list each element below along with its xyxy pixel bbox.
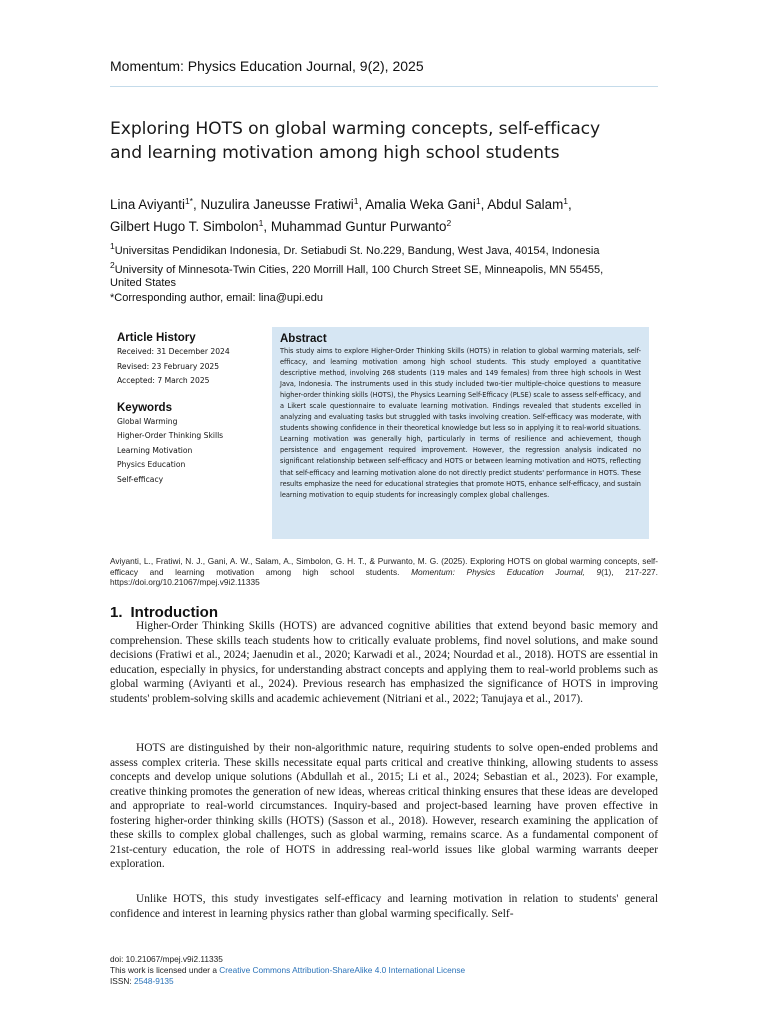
affiliation-1: $^1$Universitas Pendidikan Indonesia, Dr. Setiabudi St. No.229, Bandung, West Java, 40154, Indonesia: [110, 241, 600, 257]
paper-title-line: and learning motivation among high school students: [110, 143, 560, 163]
affiliation-2: $^2$University of Minnesota-Twin Cities, 220 Morrill Hall, 100 Church Street SE, Minneapolis, MN 55455,: [110, 259, 604, 276]
author-line: Lina Aviyanti$^{1*}$, Nuzulira Janeusse Fratiwi$^1$, Amalia Weka Gani$^1$, Abdul Salam$^1$,: [110, 196, 572, 212]
issn-link[interactable]: 2548-9135: [133, 976, 174, 986]
citation: Aviyanti, L., Fratiwi, N. J., Gani, A. W., Salam, A., Simbolon, G. H. T., & Purwanto, M. G. (2025). Exploring HOTS on global warming concepts, self-efficacy and learning motivation among high school students. Momentum: Physics Education Journal, 9(1), 217-227. https://doi.org/10.21067/mpej.v9i2.11335: [110, 556, 658, 587]
abstract-text: This study aims to explore Higher-Order Thinking Skills (HOTS) in relation to global warming materials, self-efficacy, and learning motivation among high school students. This study employed a quantitative descriptive method, involving 268 students (119 males and 149 females) from three high schools in West Java, Indonesia. The instruments used in this study included two-tier multiple-choice questions to measure higher-order thinking skills (HOTS), the Physics Learning Self-Efficacy (PLSE) scale to assess self-efficacy, and a Likert scale questionnaire to evaluate learning motivation. Findings revealed that students excelled in analyzing and evaluating tasks but struggled with tasks involving creation. Self-efficacy was moderate, with students showing confidence in their theoretical knowledge but less so in applying it to real-world situations. Learning motivation was generally high, particularly in terms of resilience and achievement, though persistence and engagement required improvement. However, the regression analysis indicated no significant relationship between self-efficacy and HOTS or between learning motivation and HOTS, reflecting that self-efficacy and learning motivation alone do not directly predict students' performance in HOTS. These results emphasize the need for educational strategies that promote HOTS, enhance self-efficacy, and sustain learning motivation to equip students for increasingly complex global challenges.: [280, 347, 641, 499]
author-name: Muhammad Guntur Purwanto: [270, 219, 447, 234]
page-footer: [110, 954, 465, 987]
paper-title: [110, 117, 658, 165]
author-list: [110, 192, 670, 236]
header-divider: [110, 86, 658, 87]
keyword-item: Self-efficacy: [117, 474, 164, 484]
author-name: Gilbert Hugo T. Simbolon: [110, 219, 259, 234]
revised-date: Revised: 23 February 2025: [117, 361, 220, 371]
affiliations: [110, 240, 658, 305]
author-affiliation-marker: 1: [563, 196, 568, 206]
received-date: Received: 31 December 2024: [117, 347, 230, 356]
keyword-item: Higher-Order Thinking Skills: [117, 431, 224, 440]
keyword-item: Learning Motivation: [117, 445, 193, 455]
body-paragraph: Unlike HOTS, this study investigates self-efficacy and learning motivation in relation to students' general confidence and interest in learning physics rather than global warming specifically. Self-: [110, 893, 658, 920]
footer-issn: ISSN: 2548-9135: [110, 976, 174, 986]
author-affiliation-marker: 1: [353, 196, 359, 206]
footer-license: This work is licensed under a Creative Commons Attribution-ShareAlike 4.0 International License: [110, 965, 466, 975]
footer-doi: doi: 10.21067/mpej.v9i2.11335: [110, 954, 223, 964]
author-affiliation-marker: 1: [258, 218, 264, 228]
accepted-date: Accepted: 7 March 2025: [117, 376, 210, 385]
license-link[interactable]: Creative Commons Attribution-ShareAlike 4.0 International License: [219, 965, 466, 975]
journal-header: Momentum: Physics Education Journal, 9(2), 2025: [110, 58, 424, 74]
article-history-heading: Article History: [117, 332, 196, 344]
author-affiliation-marker: 1*: [184, 196, 193, 206]
article-info-sidebar: [117, 331, 262, 487]
section-title: Introduction: [130, 604, 218, 621]
author-name: Abdul Salam: [487, 197, 564, 212]
section-number: 1.: [110, 604, 123, 621]
keyword-item: Physics Education: [117, 460, 186, 469]
author-name: Nuzulira Janeusse Fratiwi: [200, 197, 354, 212]
abstract-box: [272, 327, 649, 539]
citation-journal: Momentum: Physics Education Journal, 9: [411, 566, 602, 577]
author-name: Lina Aviyanti: [110, 197, 185, 212]
author-line: Gilbert Hugo T. Simbolon$^1$, Muhammad Guntur Purwanto$^2$: [110, 218, 452, 234]
author-affiliation-marker: 1: [475, 196, 481, 206]
article-history: [117, 331, 262, 389]
body-paragraph: Higher-Order Thinking Skills (HOTS) are advanced cognitive abilities that extend beyond basic memory and comprehension. These skills teach students how to critically evaluate problems, find novel solutions, and make sound decisions (Fratiwi et al., 2024; Jaenudin et al., 2020; Karwadi et al., 2024; Nourdad et al., 2018). HOTS are essential in education, especially in physics, for understanding abstract concepts and applying them to real-world problems such as global warming (Aviyanti et al., 2024). Previous research has emphasized the significance of HOTS in improving students' problem-solving skills and academic achievement (Nitriani et al., 2022; Tanujaya et al., 2017).: [110, 620, 658, 705]
affiliation-2-continued: United States: [110, 277, 177, 289]
author-name: Amalia Weka Gani: [365, 197, 476, 212]
keywords-heading: Keywords: [117, 401, 172, 414]
author-affiliation-marker: 2: [446, 218, 452, 228]
body-paragraph: HOTS are distinguished by their non-algorithmic nature, requiring students to solve open-ended problems and assess complex criteria. These skills necessitate equal parts critical and creative thinking, allowing students to assess concepts and develop unique solutions (Abdullah et al., 2015; Li et al., 2024; Sebastian et al., 2023). For example, creative thinking promotes the generation of new ideas, whereas critical thinking ensures that these ideas are developed and appropriate to real-world circumstances. Inquiry-based and project-based learning have proven effective in fostering higher-order thinking skills (HOTS) (Sasson et al., 2018). However, research examining the application of these skills to complex global challenges, such as global warming, remains scarce. As a fundamental component of 21st-century education, the role of HOTS in addressing real-world issues like global warming warrants deeper exploration.: [110, 742, 658, 870]
keyword-item: Global Warming: [117, 416, 178, 426]
corresponding-author: *Corresponding author, email: lina@upi.edu: [110, 291, 323, 304]
paper-title-line: Exploring HOTS on global warming concepts, self-efficacy: [110, 119, 601, 139]
abstract-heading: Abstract: [280, 333, 327, 345]
keywords: [117, 401, 262, 488]
